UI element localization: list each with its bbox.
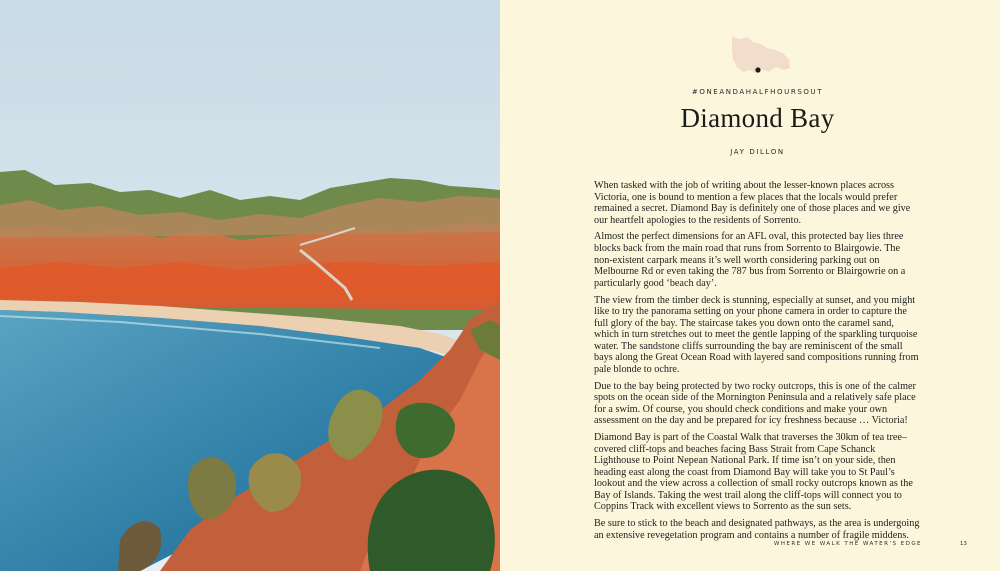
author-byline: JAY DILLON <box>730 148 785 156</box>
paragraph: Almost the perfect dimensions for an AFL oval, this protected bay lies three blocks back from the main road that runs from Sorrento to Blairgowie. The non-existent carpark means it’s well worth considering parking out on Melbourne Rd or even taking the 787 bus from Sorrento or Blairgowrie on a particularly good ‘beach day’. <box>594 231 906 289</box>
running-footer: WHERE WE WALK THE WATER’S EDGE <box>773 541 922 547</box>
paragraph: Diamond Bay is part of the Coastal Walk that traverses the 30km of tea tree–covered cliff-tops and beaches facing Bass Strait from Cape Schanck Lighthouse to Point Nepean National Park. If time isn’t on your side, then heading east along the coast from Diamond Bay will take you to St Paul’s lookout and the view across a collection of small rocky outcrops known as the Bay of Islands. Taking the west trail along the cliff-tops will connect you to Coppins Track with excellent views to Sorrento as the sun sets. <box>594 432 913 513</box>
paragraph: Be sure to stick to the beach and designated pathways, as the area is undergoing an extensive revegetation program and contains a number of fragile middens. <box>594 518 920 541</box>
paragraph: Due to the bay being protected by two rocky outcrops, this is one of the calmer spots on the ocean side of the Mornington Peninsula and a relatively safe place for a swim. Of course, you should check conditions and make your own assessment on the day and be prepared for icy freshness because … Victoria! <box>594 380 916 427</box>
hashtag: #ONEANDAHALFHOURSOUT <box>691 88 824 96</box>
victoria-map-icon <box>729 33 793 77</box>
paragraph: The view from the timber deck is stunning, especially at sunset, and you might like to try the panorama setting on your phone camera in order to capture the full glory of the bay. The staircase takes you down onto the caramel sand, which in turn stretches out to meet the gentle lapping of the sparkling turquoise water. The sandstone cliffs surrounding the bay are reminiscent of the small bays along the Great Ocean Road with layered sand compositions running from pale blonde to ochre. <box>594 294 919 375</box>
location-dot-icon <box>755 67 760 72</box>
page-number: 13 <box>959 541 967 547</box>
article-body <box>594 180 921 547</box>
page-title: Diamond Bay <box>680 103 835 133</box>
paragraph: When tasked with the job of writing about the lesser-known places across Victoria, one is bound to mention a few places that the locals would prefer remained a secret. Diamond Bay is definitely one of those places and we give our heartfelt apologies to the residents of Sorrento. <box>594 180 911 226</box>
